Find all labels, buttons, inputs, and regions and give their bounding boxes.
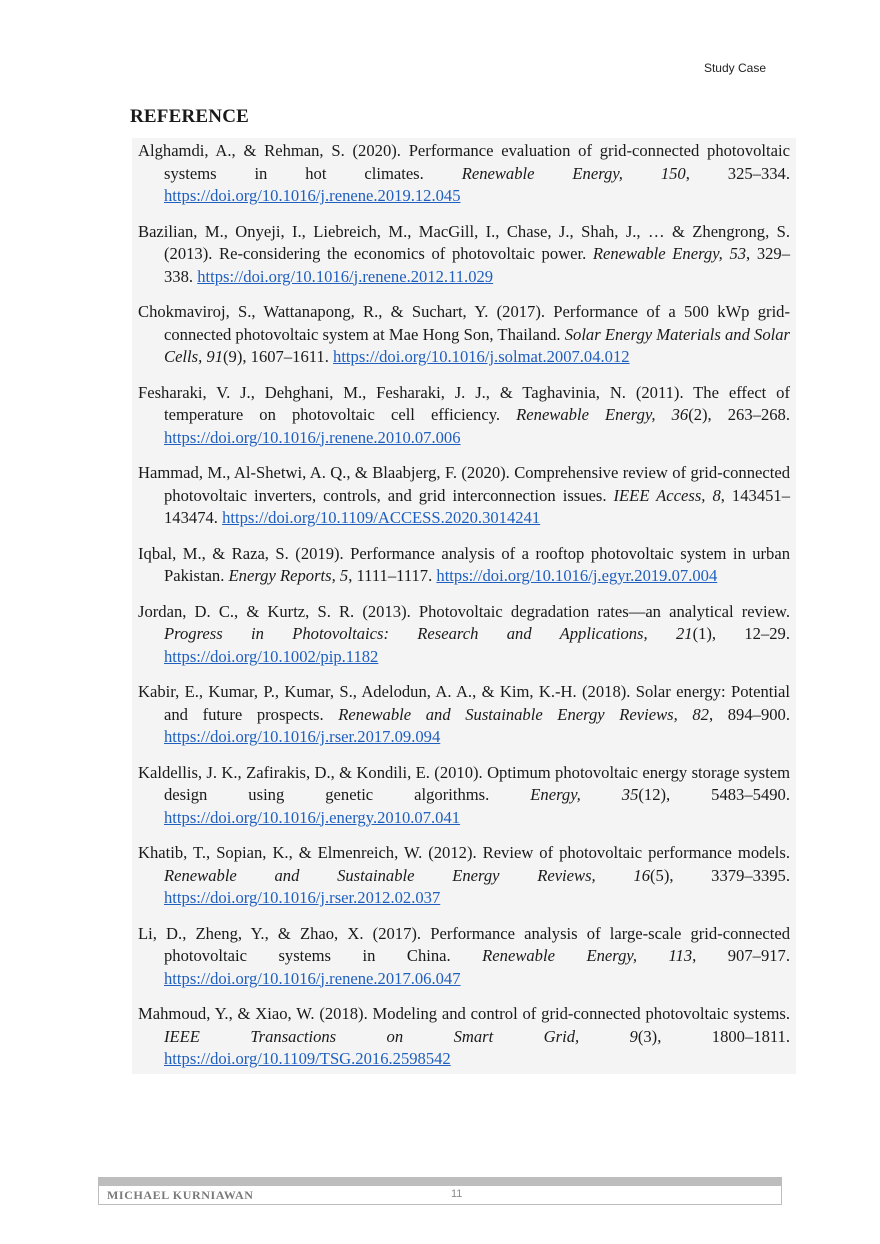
- reference-entry: Mahmoud, Y., & Xiao, W. (2018). Modeling and control of grid-connected photovoltaic systems. IEEE Transactions on Smart Grid, 9(3), 1800–1811. https://doi.org/10.1109/TSG.2016.2598542: [138, 1004, 790, 1068]
- page-footer: [98, 1186, 782, 1205]
- doi-link[interactable]: https://doi.org/10.1016/j.egyr.2019.07.004: [436, 566, 718, 585]
- reference-entry: Hammad, M., Al-Shetwi, A. Q., & Blaabjerg, F. (2020). Comprehensive review of grid-connected photovoltaic inverters, controls, and grid interconnection issues. IEEE Access, 8, 143451–143474. https://doi.org/10.1109/ACCESS.2020.3014241: [138, 463, 790, 527]
- section-title: REFERENCE: [130, 106, 249, 127]
- reference-entry: Li, D., Zheng, Y., & Zhao, X. (2017). Performance analysis of large-scale grid-connected photovoltaic systems in China. Renewable Energy, 113, 907–917. https://doi.org/10.1016/j.renene.2017.06.047: [138, 923, 790, 988]
- footer-author: MICHAEL KURNIAWAN: [107, 1188, 254, 1202]
- doi-link[interactable]: https://doi.org/10.1002/pip.1182: [164, 646, 379, 666]
- doi-link[interactable]: https://doi.org/10.1109/ACCESS.2020.3014241: [222, 508, 541, 527]
- reference-entry: Alghamdi, A., & Rehman, S. (2020). Performance evaluation of grid-connected photovoltaic systems in hot climates. Renewable Energy, 150, 325–334. https://doi.org/10.1016/j.renene.2019.12.045: [138, 141, 791, 205]
- reference-entry: Kaldellis, J. K., Zafirakis, D., & Kondili, E. (2010). Optimum photovoltaic energy storage system design using genetic algorithms. Energy, 35(12), 5483–5490. https://doi.org/10.1016/j.energy.2010.07.041: [138, 762, 790, 827]
- doi-link[interactable]: https://doi.org/10.1016/j.renene.2019.12.045: [164, 186, 461, 205]
- reference-entry: Iqbal, M., & Raza, S. (2019). Performance analysis of a rooftop photovoltaic system in urban Pakistan. Energy Reports, 5, 1111–1117. https://doi.org/10.1016/j.egyr.2019.07.004: [138, 543, 790, 585]
- doi-link[interactable]: https://doi.org/10.1016/j.rser.2017.09.094: [164, 727, 441, 746]
- reference-entry: Kabir, E., Kumar, P., Kumar, S., Adelodun, A. A., & Kim, K.-H. (2018). Solar energy: Potential and future prospects. Renewable and Sustainable Energy Reviews, 82, 894–900. https://doi.org/10.1016/j.rser.2017.09.094: [138, 682, 790, 746]
- reference-entry: Fesharaki, V. J., Dehghani, M., Fesharaki, J. J., & Taghavinia, N. (2011). The effect of temperature on photovoltaic cell efficiency. Renewable Energy, 36(2), 263–268. https://doi.org/10.1016/j.renene.2010.07.006: [138, 382, 790, 447]
- doi-link[interactable]: https://doi.org/10.1016/j.rser.2012.02.037: [164, 888, 441, 907]
- page-number: 11: [451, 1188, 463, 1200]
- doi-link[interactable]: https://doi.org/10.1016/j.renene.2012.11.029: [197, 266, 494, 286]
- reference-entry: Jordan, D. C., & Kurtz, S. R. (2013). Photovoltaic degradation rates—an analytical review. Progress in Photovoltaics: Research and Applications, 21(1), 12–29. https://doi.org/10.1002/pip.1182: [138, 601, 790, 666]
- doi-link[interactable]: https://doi.org/10.1016/j.solmat.2007.04.012: [333, 347, 630, 366]
- reference-entry: Khatib, T., Sopian, K., & Elmenreich, W. (2012). Review of photovoltaic performance models. Renewable and Sustainable Energy Reviews, 16(5), 3379–3395. https://doi.org/10.1016/j.rser.2012.02.037: [138, 843, 791, 907]
- doi-link[interactable]: https://doi.org/10.1016/j.renene.2017.06.047: [164, 968, 461, 988]
- doi-link[interactable]: https://doi.org/10.1016/j.energy.2010.07.041: [164, 807, 461, 827]
- reference-entry: Chokmaviroj, S., Wattanapong, R., & Suchart, Y. (2017). Performance of a 500 kWp grid-connected photovoltaic system at Mae Hong Son, Thailand. Solar Energy Materials and Solar Cells, 91(9), 1607–1611. https://doi.org/10.1016/j.solmat.2007.04.012: [138, 302, 790, 366]
- footer-bar: [98, 1177, 782, 1186]
- reference-entry: Bazilian, M., Onyeji, I., Liebreich, M., MacGill, I., Chase, J., Shah, J., … & Zhengrong, S. (2013). Re-considering the economics of photovoltaic power. Renewable Energy, 53, 329–338. https://doi.org/10.1016/j.renene.2012.11.029: [138, 221, 791, 286]
- doi-link[interactable]: https://doi.org/10.1016/j.renene.2010.07.006: [164, 427, 461, 447]
- doi-link[interactable]: https://doi.org/10.1109/TSG.2016.2598542: [164, 1049, 451, 1068]
- running-head: Study Case: [703, 61, 766, 75]
- reference-list: [138, 140, 790, 1084]
